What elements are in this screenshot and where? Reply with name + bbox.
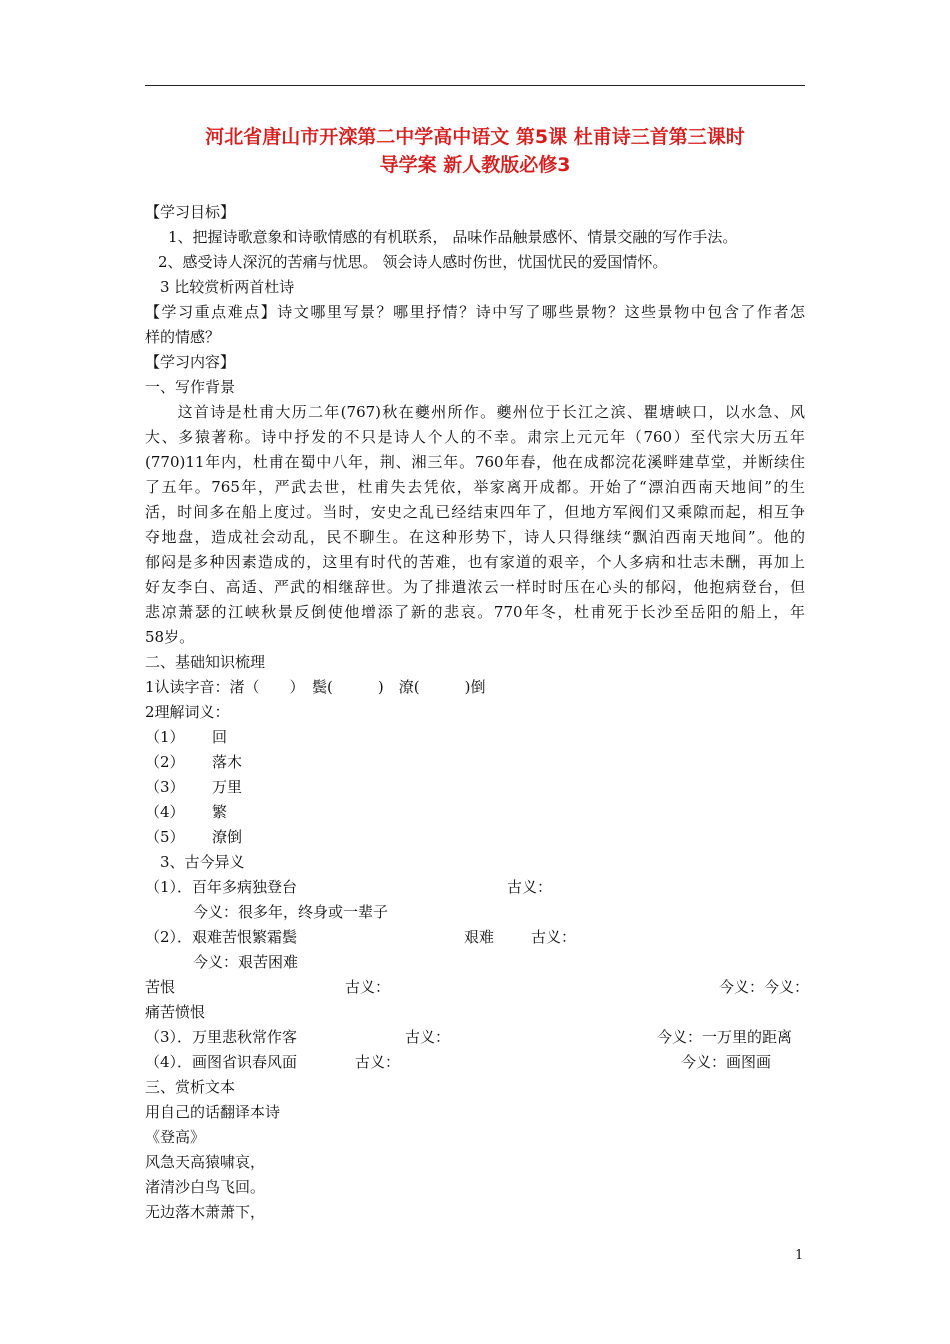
analysis-heading: 三、赏析文本 [145, 1078, 236, 1096]
background-paragraph-line: 好友李白、高适、严武的相继辞世。为了排遣浓云一样时时压在心头的郁闷，他抱病登台，但 [145, 578, 805, 596]
gujin-item-1-modern-meaning: 今义：很多年，终身或一辈子 [193, 903, 389, 921]
vocab-item-number: （4） [145, 803, 185, 821]
vocab-item-word: 落木 [212, 753, 243, 771]
background-paragraph-line: 了五年。765年，严武去世，杜甫失去凭依，举家离开成都。开始了“漂泊西南天地间”的生 [145, 478, 805, 496]
poem-title: 《登高》 [145, 1128, 206, 1146]
gujin-item-3-old-meaning: 古义： [345, 978, 391, 996]
header-rule [145, 85, 805, 86]
gujin-item-4-old-meaning: 古义： [405, 1028, 451, 1046]
background-paragraph-line: 悲凉萧瑟的江峡秋景反倒使他增添了新的悲哀。770年冬，杜甫死于长沙至岳阳的船上，年 [145, 603, 805, 621]
objective-2: 2、感受诗人深沉的苦痛与忧思。 领会诗人感时伤世，忧国忧民的爱国情怀。 [158, 253, 668, 271]
gujin-item-3-modern-meaning: 今义：今义： [719, 978, 810, 996]
focus-line-1: 【学习重点难点】诗文哪里写景？哪里抒情？诗中写了哪些景物？这些景物中包含了作者怎 [145, 303, 805, 321]
background-paragraph-line: 这首诗是杜甫大历二年(767)秋在夔州所作。夔州位于长江之滨、瞿塘峡口，以水急、风 [145, 403, 805, 421]
vocab-item-word: 回 [212, 728, 228, 746]
gujin-item-2-word: 艰难 [464, 928, 495, 946]
objective-3: 3 比较赏析两首杜诗 [160, 278, 295, 296]
background-paragraph-last-line: 58岁。 [145, 628, 195, 646]
vocab-item-number: （1） [145, 728, 185, 746]
background-paragraph-line: 郁闷是多种因素造成的，这里有时代的苦难，也有家道的艰辛，个人多病和壮志未酬，再加上 [145, 553, 805, 571]
poem-line: 渚清沙白鸟飞回。 [145, 1178, 266, 1196]
vocab-item-number: （2） [145, 753, 185, 771]
document-title-line2: 导学案 新人教版必修3 [379, 154, 571, 176]
gujin-item-2-modern-meaning: 今义：艰苦困难 [193, 953, 299, 971]
background-paragraph-line: 大、多猿著称。诗中抒发的不只是诗人个人的不幸。肃宗上元元年（760）至代宗大历五年 [145, 428, 805, 446]
poem-line: 无边落木萧萧下， [145, 1203, 266, 1221]
pronunciation-exercise: 1认读字音：渚（ ） 鬓( ) 潦( )倒 [145, 678, 486, 696]
gujin-item-5-old-meaning: 古义： [355, 1053, 401, 1071]
basics-heading: 二、基础知识梳理 [145, 653, 266, 671]
gujin-item-3-continuation: 痛苦愤恨 [145, 1003, 206, 1021]
vocab-item-word: 潦倒 [212, 828, 243, 846]
background-heading: 一、写作背景 [145, 378, 236, 396]
background-paragraph-line: 活，时间多在船上度过。当时，安史之乱已经结束四年了，但地方军阀们又乘隙而起，相互争 [145, 503, 805, 521]
gujin-item-4: （3）．万里悲秋常作客 [145, 1028, 298, 1046]
vocab-item-number: （5） [145, 828, 185, 846]
vocab-item-word: 繁 [212, 803, 228, 821]
objective-1: 1、把握诗歌意象和诗歌情感的有机联系， 品味作品触景感怀、情景交融的写作手法。 [168, 228, 738, 246]
background-paragraph-line: (770)11年内，杜甫在蜀中八年，荆、湘三年。760年春，他在成都浣花溪畔建草堂，并断续住 [145, 453, 805, 471]
poem-line: 风急天高猿啸哀， [145, 1153, 266, 1171]
gujin-item-3-word: 苦恨 [145, 978, 176, 996]
focus-line-2: 样的情感？ [145, 328, 221, 346]
background-paragraph-line: 夺地盘，造成社会动乱，民不聊生。在这种形势下，诗人只得继续“飘泊西南天地间”。他的 [145, 528, 805, 546]
content-heading: 【学习内容】 [145, 353, 236, 371]
gujin-item-2-old-meaning: 古义： [531, 928, 577, 946]
vocab-heading: 2理解词义： [145, 703, 230, 721]
gujin-item-2: （2）．艰难苦恨繁霜鬓 [145, 928, 298, 946]
analysis-task: 用自己的话翻译本诗 [145, 1103, 281, 1121]
vocab-item-word: 万里 [212, 778, 243, 796]
gujin-item-4-modern-meaning: 今义：一万里的距离 [657, 1028, 793, 1046]
objectives-heading: 【学习目标】 [145, 203, 236, 221]
document-title-line1: 河北省唐山市开滦第二中学高中语文 第5课 杜甫诗三首第三课时 [205, 126, 745, 148]
page-number: 1 [795, 1248, 804, 1263]
vocab-item-number: （3） [145, 778, 185, 796]
gujin-item-1-old-meaning: 古义： [507, 878, 553, 896]
gujin-item-5-modern-meaning: 今义：画图画 [681, 1053, 772, 1071]
gujin-item-5: （4）．画图省识春风面 [145, 1053, 298, 1071]
gujin-item-1: （1）．百年多病独登台 [145, 878, 298, 896]
gujin-heading: 3、古今异义 [160, 853, 245, 871]
